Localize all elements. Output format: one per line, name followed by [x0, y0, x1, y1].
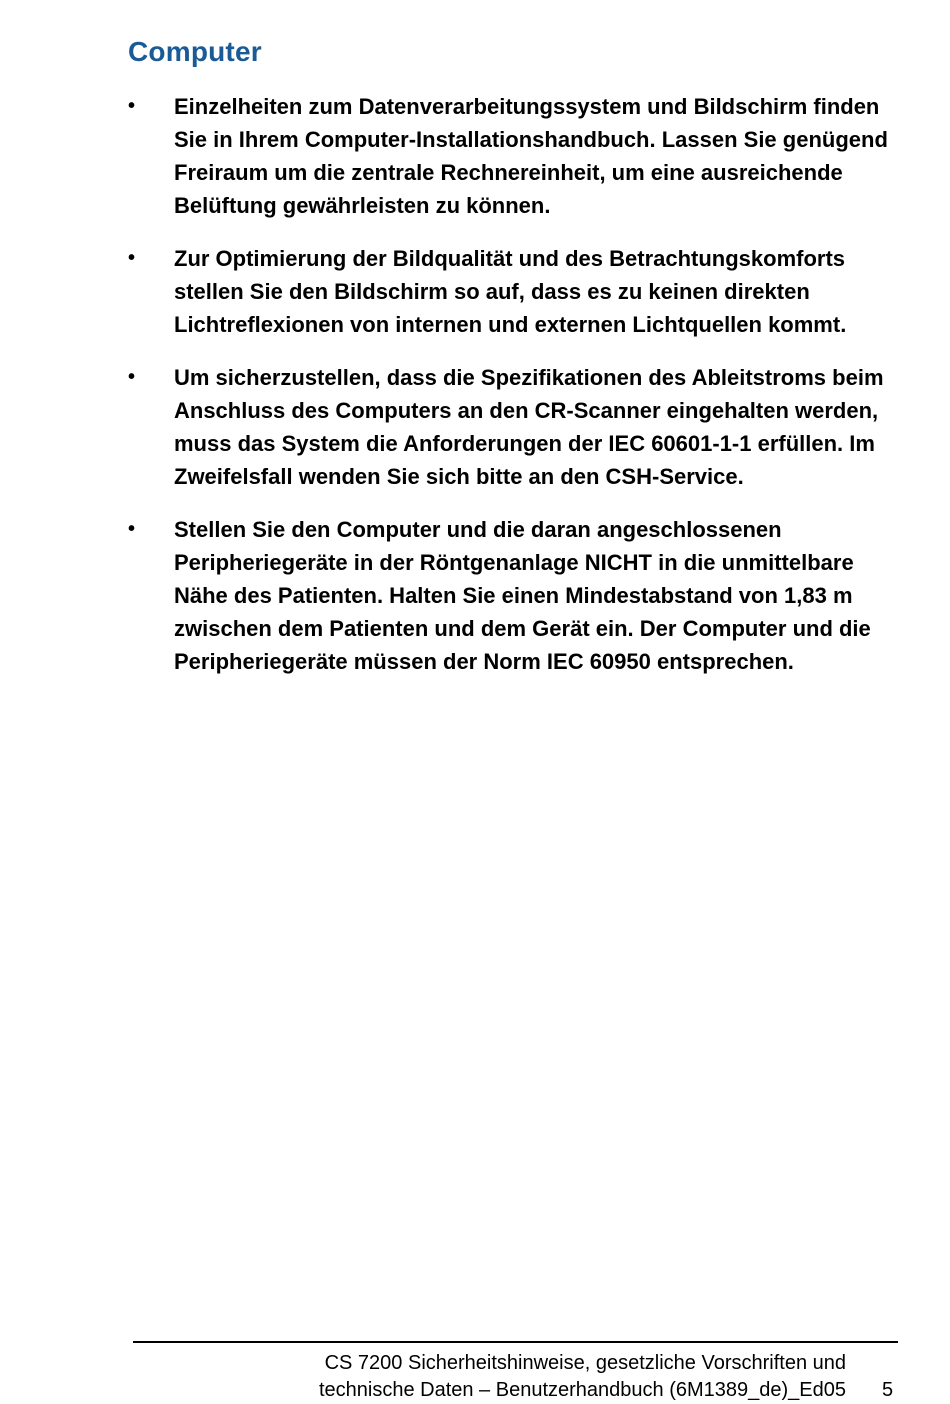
footer-document-title	[319, 1350, 846, 1404]
bullet-text: Einzelheiten zum Datenverarbeitungssystem und Bildschirm finden Sie in Ihrem Computer-Installationshandbuch. Lassen Sie genügend Freiraum um die zentrale Rechnereinheit, um eine ausreichende Belüftung gewährleisten zu können.	[174, 94, 888, 218]
bullet-item-screen-placement	[128, 242, 898, 341]
bullet-item-ventilation	[128, 90, 898, 222]
bullet-marker: •	[128, 366, 136, 388]
page-number: 5	[882, 1379, 894, 1401]
footer-divider	[133, 1341, 898, 1343]
bullet-text: Um sicherzustellen, dass die Spezifikationen des Ableitstroms beim Anschluss des Computers an den CR-Scanner eingehalten werden, muss das System die Anforderungen der IEC 60601-1-1 erfüllen. Im Zweifelsfall wenden Sie sich bitte an den CSH-Service.	[174, 365, 884, 489]
footer-line-2: technische Daten – Benutzerhandbuch (6M1389_de)_Ed05	[318, 1379, 846, 1401]
bullet-marker: •	[128, 518, 136, 540]
bullet-list	[128, 90, 898, 698]
bullet-item-leakage-current	[128, 361, 898, 493]
bullet-item-patient-distance	[128, 513, 898, 678]
bullet-text: Zur Optimierung der Bildqualität und des Betrachtungskomforts stellen Sie den Bildschirm so auf, dass es zu keinen direkten Lichtreflexionen von internen und externen Lichtquellen kommt.	[174, 246, 847, 337]
footer-line-1: CS 7200 Sicherheitshinweise, gesetzliche Vorschriften und	[324, 1352, 846, 1374]
bullet-text: Stellen Sie den Computer und die daran angeschlossenen Peripheriegeräte in der Röntgenanlage NICHT in die unmittelbare Nähe des Patienten. Halten Sie einen Mindestabstand von 1,83 m zwischen dem Patienten und dem Gerät ein. Der Computer und die Peripheriegeräte müssen der Norm IEC 60950 entsprechen.	[174, 517, 871, 674]
bullet-marker: •	[128, 247, 136, 269]
bullet-marker: •	[128, 95, 136, 117]
section-heading: Computer	[128, 36, 262, 67]
